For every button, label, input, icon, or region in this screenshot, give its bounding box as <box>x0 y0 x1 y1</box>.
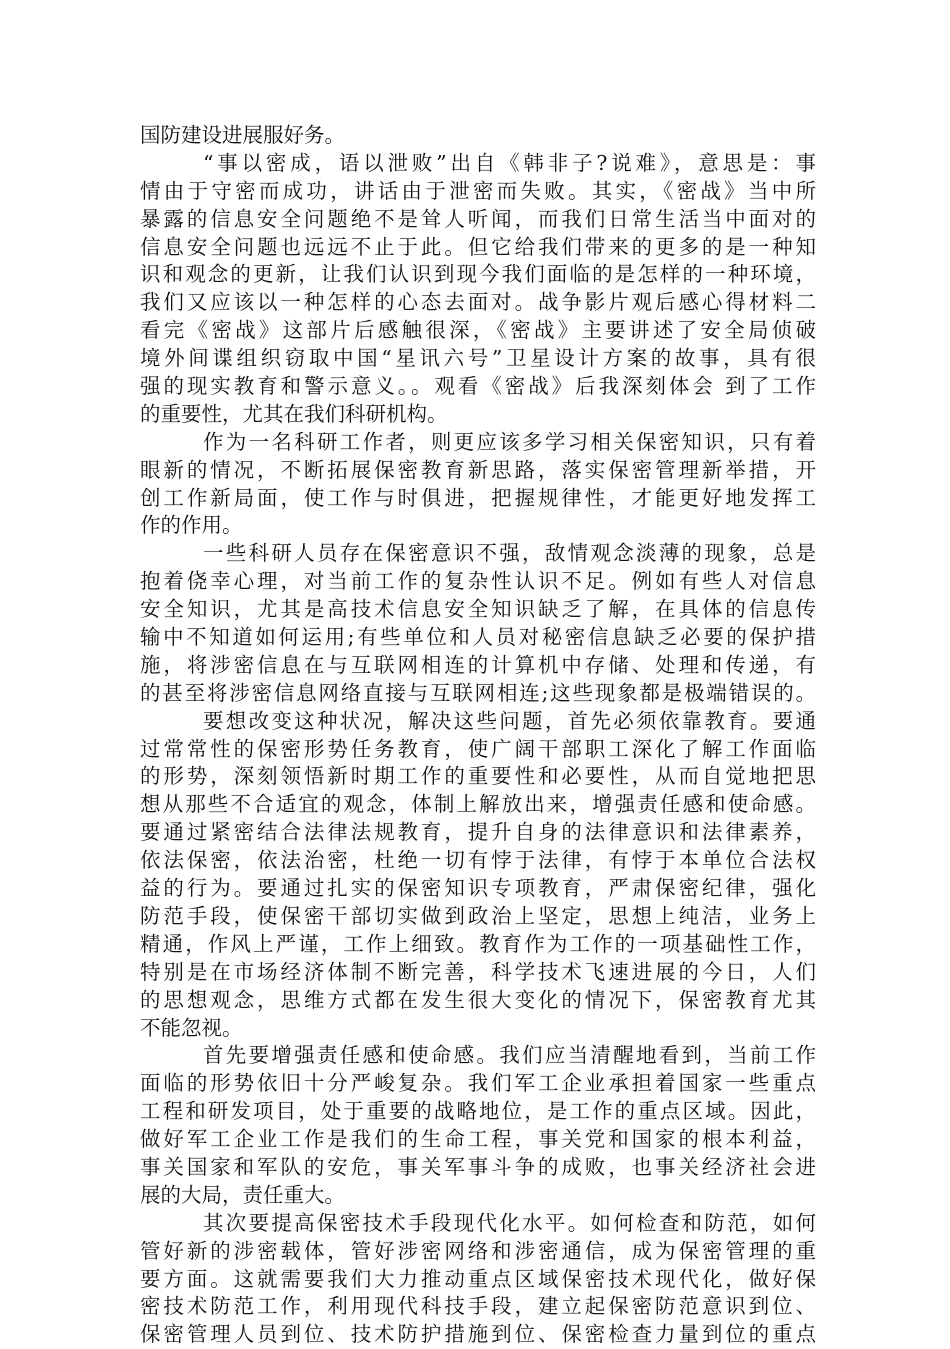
text-line: 要通过紧密结合法律法规教育，提升自身的法律意识和法律素养， <box>140 820 816 845</box>
text-line: 过常常性的保密形势任务教育，使广阔干部职工深化了解工作面临 <box>140 736 816 761</box>
text-line: 不能忽视。 <box>140 1015 243 1040</box>
text-line: 要方面。这就需要我们大力推动重点区域保密技术现代化，做好保 <box>140 1266 816 1291</box>
text-line: 精通，作风上严谨，工作上细致。教育作为工作的一项基础性工作， <box>140 931 816 956</box>
text-line: 看完《密战》这部片后感触很深，《密战》主要讲述了安全局侦破 <box>140 318 816 343</box>
text-line: 保密管理人员到位、技术防护措施到位、保密检查力量到位的重点 <box>140 1322 816 1347</box>
text-line: 一些科研人员存在保密意识不强，敌情观念淡薄的现象，总是 <box>203 541 816 566</box>
text-line: 施，将涉密信息在与互联网相连的计算机中存储、处理和传递，有 <box>140 652 816 677</box>
text-line: 抱着侥幸心理，对当前工作的复杂性认识不足。例如有些人对信息 <box>140 569 816 594</box>
text-line: 暴露的信息安全问题绝不是耸人听闻，而我们日常生活当中面对的 <box>140 206 816 231</box>
text-line: 识和观念的更新，让我们认识到现今我们面临的是怎样的一种环境， <box>140 262 816 287</box>
text-line: 信息安全问题也远远不止于此。但它给我们带来的更多的是一种知 <box>140 234 816 259</box>
text-line: “事以密成，语以泄败”出自《韩非子?说难》，意思是：事 <box>203 150 816 175</box>
text-line: 防范手段，使保密干部切实做到政治上坚定，思想上纯洁，业务上 <box>140 903 816 928</box>
text-line: 的甚至将涉密信息网络直接与互联网相连;这些现象都是极端错误的。 <box>140 680 816 705</box>
text-line: 的形势，深刻领悟新时期工作的重要性和必要性，从而自觉地把思 <box>140 764 816 789</box>
text-line: 安全知识，尤其是高技术信息安全知识缺乏了解，在具体的信息传 <box>140 597 816 622</box>
text-line: 首先要增强责任感和使命感。我们应当清醒地看到，当前工作 <box>203 1043 816 1068</box>
text-line: 创工作新局面，使工作与时俱进，把握规律性，才能更好地发挥工 <box>140 485 816 510</box>
document-body <box>140 122 816 1349</box>
text-line: 管好新的涉密载体，管好涉密网络和涉密通信，成为保密管理的重 <box>140 1238 816 1263</box>
text-line: 密技术防范工作，利用现代科技手段，建立起保密防范意识到位、 <box>140 1294 816 1319</box>
text-line: 境外间谍组织窃取中国“星讯六号”卫星设计方案的故事，具有很 <box>140 346 816 371</box>
text-line: 事关国家和军队的安危，事关军事斗争的成败，也事关经济社会进 <box>140 1154 816 1179</box>
text-line: 其次要提高保密技术手段现代化水平。如何检查和防范，如何 <box>203 1210 816 1235</box>
text-line: 眼新的情况，不断拓展保密教育新思路，落实保密管理新举措，开 <box>140 457 816 482</box>
text-line: 的思想观念，思维方式都在发生很大变化的情况下，保密教育尤其 <box>140 987 816 1012</box>
text-line: 依法保密，依法治密，杜绝一切有悖于法律，有悖于本单位合法权 <box>140 848 816 873</box>
text-line: 我们又应该以一种怎样的心态去面对。战争影片观后感心得材料二 <box>140 290 816 315</box>
text-line: 展的大局，责任重大。 <box>140 1182 345 1207</box>
text-line: 工程和研发项目，处于重要的战略地位，是工作的重点区域。因此， <box>140 1099 816 1124</box>
text-line: 特别是在市场经济体制不断完善，科学技术飞速进展的今日，人们 <box>140 959 816 984</box>
text-line: 益的行为。要通过扎实的保密知识专项教育，严肃保密纪律，强化 <box>140 876 816 901</box>
text-line: 作为一名科研工作者，则更应该多学习相关保密知识，只有着 <box>203 429 816 454</box>
text-line: 面临的形势依旧十分严峻复杂。我们军工企业承担着国家一些重点 <box>140 1071 816 1096</box>
text-line: 强的现实教育和警示意义。。观看《密战》后我深刻体会 到了工作 <box>140 374 816 399</box>
text-line: 输中不知道如何运用;有些单位和人员对秘密信息缺乏必要的保护措 <box>140 625 816 650</box>
text-line: 做好军工企业工作是我们的生命工程，事关党和国家的根本利益， <box>140 1127 816 1152</box>
text-line: 想从那些不合适宜的观念，体制上解放出来，增强责任感和使命感。 <box>140 792 816 817</box>
text-line: 情由于守密而成功，讲话由于泄密而失败。其实，《密战》当中所 <box>140 178 816 203</box>
text-line: 作的作用。 <box>140 513 243 538</box>
text-line: 要想改变这种状况，解决这些问题，首先必须依靠教育。要通 <box>203 708 816 733</box>
text-line: 的重要性，尤其在我们科研机构。 <box>140 401 448 426</box>
text-line: 国防建设进展服好务。 <box>140 123 345 147</box>
